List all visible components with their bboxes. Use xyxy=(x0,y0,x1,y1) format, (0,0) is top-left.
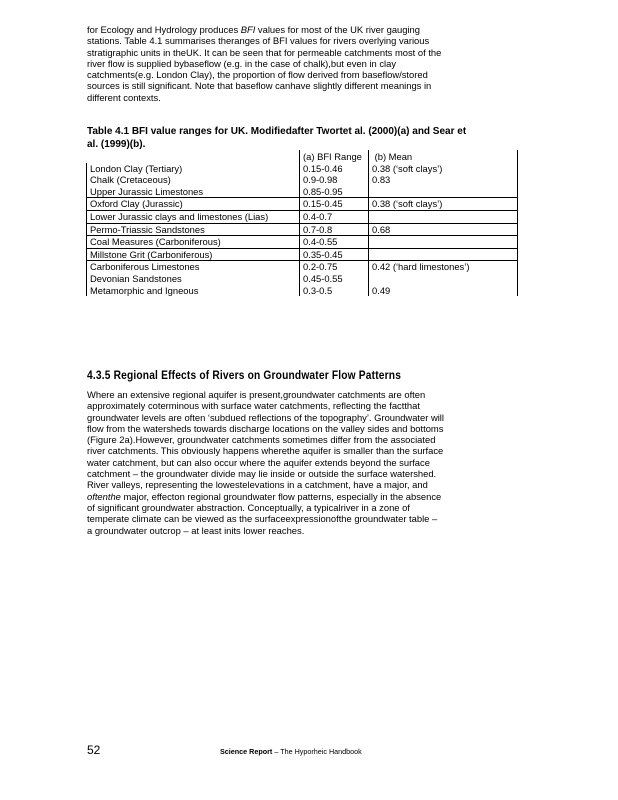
cell-mean xyxy=(369,248,518,261)
italic-term: BFI xyxy=(240,24,256,35)
text-line: Where an extensive regional aquifer is present,groundwater catchments are often xyxy=(87,389,426,400)
text-line: stratigraphic units in theUK. It can be seen that for permeable catchments most of the xyxy=(87,46,442,58)
text-line: river flow is supplied bybaseflow (e.g. in the case of chalk),but even in clay xyxy=(87,57,397,69)
text-line: approximately coterminous with surface water catchments, reflecting the factthat xyxy=(87,400,420,412)
footer-report-title: The Hyporheic Handbook xyxy=(280,747,362,756)
cell-bfi-range: 0.7-0.8 xyxy=(300,223,369,236)
text-line: temperate climate can be viewed as the surfaceexpressionofthe groundwater table – xyxy=(87,513,438,525)
cell-bfi-range: 0.9-0.98 xyxy=(300,174,369,186)
text-line: flow from the watersheds towards discharge locations on the valley sides and bottoms xyxy=(87,422,444,434)
text-line: different contexts. xyxy=(87,91,161,103)
table-row xyxy=(87,210,518,223)
table-header-row xyxy=(87,150,518,163)
cell-unit: London Clay (Tertiary) xyxy=(87,163,300,175)
cell-unit: Coal Measures (Carboniferous) xyxy=(87,236,300,249)
italic-term: oftenthe xyxy=(87,490,121,502)
cell-unit: Upper Jurassic Limestones xyxy=(87,186,300,198)
text-line: River valleys, representing the lowestelevations in a catchment, have a major, and xyxy=(87,479,428,491)
cell-mean: 0.68 xyxy=(369,223,518,236)
cell-unit: Devonian Sandstones xyxy=(87,273,300,285)
table-row xyxy=(87,273,518,285)
text-line: stations. Table 4.1 summarises theranges of BFI values for rivers overlying various xyxy=(87,35,430,47)
text-line: (Figure 2a).However, groundwater catchments sometimes differ from the associated xyxy=(87,434,436,446)
table-row xyxy=(87,285,518,297)
cell-unit: Carboniferous Limestones xyxy=(87,261,300,273)
cell-unit: Chalk (Cretaceous) xyxy=(87,174,300,186)
section-heading: 4.3.5 Regional Effects of Rivers on Groundwater Flow Patterns xyxy=(87,369,402,382)
text-line: of significant groundwater abstraction. Conceptually, a typicalriver in a zone of xyxy=(87,501,410,513)
header-cell-unit xyxy=(87,150,300,163)
cell-bfi-range: 0.15-0.46 xyxy=(300,163,369,175)
table-row xyxy=(87,223,518,236)
table-row xyxy=(87,248,518,261)
table-row xyxy=(87,163,518,175)
cell-bfi-range: 0.3-0.5 xyxy=(300,285,369,297)
cell-bfi-range: 0.85-0.95 xyxy=(300,186,369,198)
text-line: water catchment, but can also occur where the aquifer extends beyond the surface xyxy=(87,456,430,468)
footer-title xyxy=(220,747,362,756)
caption-line: Table 4.1 BFI value ranges for UK. Modifiedafter Twortet al. (2000)(a) and Sear et xyxy=(87,126,467,137)
text-line: for Ecology and Hydrology produces BFI values for most of the UK river gauging xyxy=(87,24,420,35)
text-line: catchment – the groundwater divide may lie inside or outside the surface watershed. xyxy=(87,468,437,480)
footer-report-label: Science Report xyxy=(220,747,273,756)
table-row xyxy=(87,198,518,211)
header-cell-mean xyxy=(369,150,518,163)
section-body xyxy=(87,389,519,536)
cell-mean: 0.49 xyxy=(369,285,518,297)
cell-bfi-range: 0.4-0.55 xyxy=(300,236,369,249)
text-line: sources is still significant. Note that baseflow canhave slightly different meanings in xyxy=(87,80,432,92)
cell-mean xyxy=(369,236,518,249)
cell-unit: Lower Jurassic clays and limestones (Lias) xyxy=(87,210,300,223)
header-cell-bfi-range: (a) BFI Range xyxy=(300,150,369,163)
text-line: a groundwater outcrop – at least inits lower reaches. xyxy=(87,524,305,536)
text-line: oftenthe major, effecton regional groundwater flow patterns, especially in the absence xyxy=(87,490,442,502)
footer-dash: – xyxy=(272,747,281,756)
cell-mean: 0.42 (‘hard limestones’) xyxy=(369,261,518,273)
cell-bfi-range: 0.4-0.7 xyxy=(300,210,369,223)
cell-mean: 0.38 (‘soft clays’) xyxy=(369,163,518,175)
page-number: 52 xyxy=(87,743,101,757)
intro-paragraph xyxy=(87,24,519,103)
cell-mean xyxy=(369,273,518,285)
table-row xyxy=(87,186,518,198)
cell-bfi-range: 0.15-0.45 xyxy=(300,198,369,211)
cell-mean xyxy=(369,210,518,223)
text-line: river catchments. This obviously happens wherethe aquifer is smaller than the surface xyxy=(87,445,444,457)
table-row xyxy=(87,236,518,249)
text-line: catchments(e.g. London Clay), the proportion of flow derived from baseflow/stored xyxy=(87,69,428,81)
bfi-table-body xyxy=(87,150,518,296)
cell-unit: Metamorphic and Igneous xyxy=(87,285,300,297)
header-mean-label: (b) Mean xyxy=(374,151,413,162)
cell-unit: Millstone Grit (Carboniferous) xyxy=(87,248,300,261)
cell-unit: Permo-Triassic Sandstones xyxy=(87,223,300,236)
table-row xyxy=(87,261,518,273)
cell-mean: 0.83 xyxy=(369,174,518,186)
cell-bfi-range: 0.2-0.75 xyxy=(300,261,369,273)
text-line: groundwater levels are often ‘subdued reflections of the topography’. Groundwater will xyxy=(87,411,444,423)
caption-line: al. (1999)(b). xyxy=(87,138,146,150)
cell-bfi-range: 0.35-0.45 xyxy=(300,248,369,261)
cell-mean: 0.38 (‘soft clays’) xyxy=(369,198,518,211)
cell-mean xyxy=(369,186,518,198)
table-row xyxy=(87,174,518,186)
cell-unit: Oxford Clay (Jurassic) xyxy=(87,198,300,211)
bfi-table xyxy=(86,150,518,296)
cell-bfi-range: 0.45-0.55 xyxy=(300,273,369,285)
table-caption xyxy=(87,126,527,151)
